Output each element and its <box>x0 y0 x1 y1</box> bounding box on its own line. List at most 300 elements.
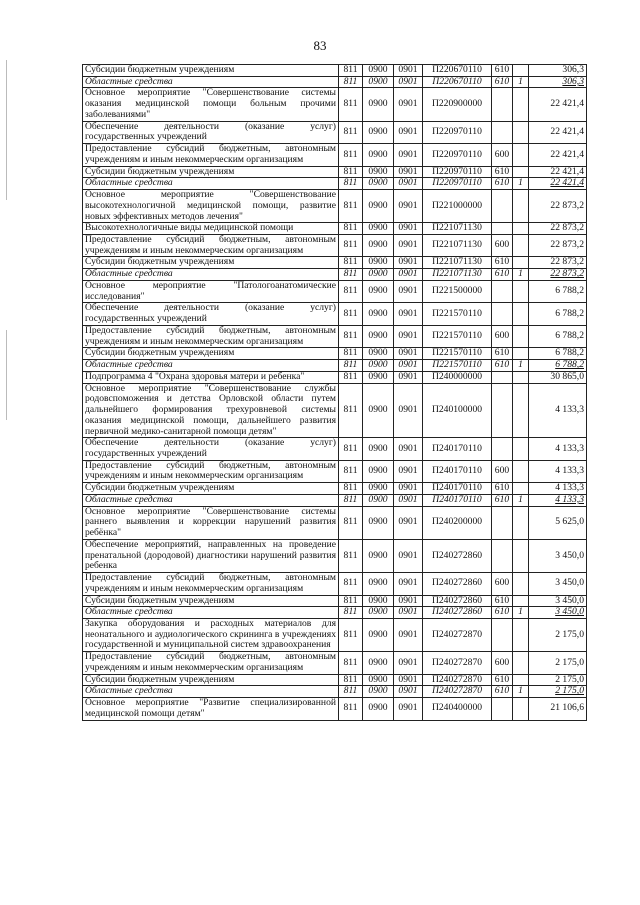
target-article-code: П240272860 <box>423 607 492 619</box>
row-name: Предоставление субсидий бюджетным, автономным учреждениям и иным некоммерческим организациям <box>83 573 339 595</box>
expense-type-code: 610 <box>492 76 513 88</box>
page-number: 83 <box>313 38 327 53</box>
target-article-code: П240170110 <box>423 483 492 495</box>
amount: 6 788,2 <box>529 303 587 325</box>
amount: 22 421,4 <box>529 144 587 166</box>
ministry-code: 811 <box>339 325 363 347</box>
expense-type-code: 610 <box>492 494 513 506</box>
table-row <box>83 618 587 651</box>
row-name: Субсидии бюджетным учреждениям <box>83 65 339 77</box>
target-article-code: П240272870 <box>423 686 492 698</box>
target-article-code: П240170110 <box>423 460 492 482</box>
row-name: Основное мероприятие "Совершенствование высокотехнологичной медицинской помощи, развитие новых эффективных методов лечения" <box>83 190 339 223</box>
target-article-code: П221000000 <box>423 190 492 223</box>
subsection-code: 0901 <box>394 65 423 77</box>
table-row <box>83 539 587 572</box>
amount: 3 450,0 <box>529 573 587 595</box>
expense-type-code <box>492 121 513 143</box>
expense-type-code <box>492 698 513 720</box>
table-row <box>83 360 587 372</box>
table-row <box>83 166 587 178</box>
amount: 22 421,4 <box>529 121 587 143</box>
expense-type-code: 610 <box>492 166 513 178</box>
funding-source-code <box>513 483 529 495</box>
row-name: Областные средства <box>83 607 339 619</box>
expense-type-code <box>492 190 513 223</box>
subsection-code: 0901 <box>394 483 423 495</box>
subsection-code: 0901 <box>394 686 423 698</box>
ministry-code: 811 <box>339 698 363 720</box>
subsection-code: 0901 <box>394 595 423 607</box>
ministry-code: 811 <box>339 607 363 619</box>
funding-source-code <box>513 674 529 686</box>
amount: 4 133,3 <box>529 438 587 460</box>
ministry-code: 811 <box>339 494 363 506</box>
table-row <box>83 698 587 720</box>
amount: 22 873,2 <box>529 269 587 281</box>
subsection-code: 0901 <box>394 223 423 235</box>
row-name: Областные средства <box>83 178 339 190</box>
target-article-code: П240100000 <box>423 383 492 438</box>
expense-type-code <box>492 506 513 539</box>
section-code: 0900 <box>363 371 394 383</box>
section-code: 0900 <box>363 483 394 495</box>
ministry-code: 811 <box>339 235 363 257</box>
expense-type-code <box>492 539 513 572</box>
funding-source-code <box>513 460 529 482</box>
target-article-code: П221570110 <box>423 303 492 325</box>
table-row <box>83 607 587 619</box>
row-name: Предоставление субсидий бюджетным, автономным учреждениям и иным некоммерческим организациям <box>83 460 339 482</box>
funding-source-code <box>513 698 529 720</box>
row-name: Основное мероприятие "Совершенствование системы оказания медицинской помощи больным прочими заболеваниями" <box>83 88 339 121</box>
target-article-code: П221570110 <box>423 325 492 347</box>
target-article-code: П220900000 <box>423 88 492 121</box>
subsection-code: 0901 <box>394 166 423 178</box>
section-code: 0900 <box>363 652 394 674</box>
funding-source-code <box>513 65 529 77</box>
amount: 22 421,4 <box>529 178 587 190</box>
table-row <box>83 190 587 223</box>
subsection-code: 0901 <box>394 383 423 438</box>
ministry-code: 811 <box>339 506 363 539</box>
ministry-code: 811 <box>339 76 363 88</box>
target-article-code: П220670110 <box>423 65 492 77</box>
subsection-code: 0901 <box>394 190 423 223</box>
table-row <box>83 371 587 383</box>
target-article-code: П240400000 <box>423 698 492 720</box>
expense-type-code: 600 <box>492 460 513 482</box>
expense-type-code: 610 <box>492 607 513 619</box>
funding-source-code <box>513 88 529 121</box>
expense-type-code: 610 <box>492 269 513 281</box>
expense-type-code <box>492 618 513 651</box>
target-article-code: П220970110 <box>423 144 492 166</box>
amount: 2 175,0 <box>529 618 587 651</box>
table-row <box>83 674 587 686</box>
funding-source-code: 1 <box>513 76 529 88</box>
expense-type-code: 600 <box>492 573 513 595</box>
subsection-code: 0901 <box>394 280 423 302</box>
ministry-code: 811 <box>339 166 363 178</box>
amount: 6 788,2 <box>529 348 587 360</box>
row-name: Обеспечение мероприятий, направленных на проведение пренатальной (дородовой) диагностики нарушений развития ребенка <box>83 539 339 572</box>
scan-edge-mark <box>6 330 7 420</box>
ministry-code: 811 <box>339 348 363 360</box>
ministry-code: 811 <box>339 460 363 482</box>
section-code: 0900 <box>363 166 394 178</box>
expense-type-code <box>492 88 513 121</box>
row-name: Областные средства <box>83 494 339 506</box>
section-code: 0900 <box>363 348 394 360</box>
subsection-code: 0901 <box>394 460 423 482</box>
amount: 2 175,0 <box>529 686 587 698</box>
table-row <box>83 269 587 281</box>
section-code: 0900 <box>363 223 394 235</box>
expense-type-code: 610 <box>492 257 513 269</box>
expense-type-code: 600 <box>492 325 513 347</box>
ministry-code: 811 <box>339 573 363 595</box>
amount: 22 873,2 <box>529 235 587 257</box>
target-article-code: П240170110 <box>423 438 492 460</box>
ministry-code: 811 <box>339 257 363 269</box>
subsection-code: 0901 <box>394 539 423 572</box>
ministry-code: 811 <box>339 144 363 166</box>
expense-type-code <box>492 303 513 325</box>
section-code: 0900 <box>363 303 394 325</box>
row-name: Обеспечение деятельности (оказание услуг) государственных учреждений <box>83 303 339 325</box>
row-name: Подпрограмма 4 "Охрана здоровья матери и ребенка" <box>83 371 339 383</box>
table-row <box>83 383 587 438</box>
table-row <box>83 325 587 347</box>
subsection-code: 0901 <box>394 88 423 121</box>
subsection-code: 0901 <box>394 618 423 651</box>
table-row <box>83 652 587 674</box>
row-name: Обеспечение деятельности (оказание услуг) государственных учреждений <box>83 121 339 143</box>
section-code: 0900 <box>363 144 394 166</box>
table-row <box>83 223 587 235</box>
target-article-code: П240272870 <box>423 618 492 651</box>
section-code: 0900 <box>363 88 394 121</box>
funding-source-code <box>513 144 529 166</box>
section-code: 0900 <box>363 686 394 698</box>
amount: 4 133,3 <box>529 494 587 506</box>
amount: 22 421,4 <box>529 88 587 121</box>
target-article-code: П240272860 <box>423 573 492 595</box>
ministry-code: 811 <box>339 652 363 674</box>
ministry-code: 811 <box>339 88 363 121</box>
ministry-code: 811 <box>339 121 363 143</box>
target-article-code: П240272860 <box>423 595 492 607</box>
section-code: 0900 <box>363 178 394 190</box>
amount: 6 788,2 <box>529 280 587 302</box>
budget-table-body <box>83 65 587 721</box>
amount: 4 133,3 <box>529 460 587 482</box>
expense-type-code <box>492 280 513 302</box>
section-code: 0900 <box>363 269 394 281</box>
table-row <box>83 178 587 190</box>
target-article-code: П220970110 <box>423 121 492 143</box>
row-name: Субсидии бюджетным учреждениям <box>83 595 339 607</box>
table-row <box>83 303 587 325</box>
row-name: Основное мероприятие "Совершенствование системы раннего выявления и коррекции нарушений развития ребёнка" <box>83 506 339 539</box>
ministry-code: 811 <box>339 190 363 223</box>
funding-source-code: 1 <box>513 686 529 698</box>
funding-source-code <box>513 166 529 178</box>
table-row <box>83 573 587 595</box>
subsection-code: 0901 <box>394 76 423 88</box>
target-article-code: П240272870 <box>423 652 492 674</box>
amount: 6 788,2 <box>529 360 587 372</box>
table-row <box>83 483 587 495</box>
table-row <box>83 506 587 539</box>
funding-source-code <box>513 325 529 347</box>
subsection-code: 0901 <box>394 144 423 166</box>
table-row <box>83 686 587 698</box>
table-row <box>83 257 587 269</box>
subsection-code: 0901 <box>394 698 423 720</box>
ministry-code: 811 <box>339 360 363 372</box>
ministry-code: 811 <box>339 595 363 607</box>
section-code: 0900 <box>363 438 394 460</box>
ministry-code: 811 <box>339 539 363 572</box>
section-code: 0900 <box>363 595 394 607</box>
target-article-code: П221071130 <box>423 223 492 235</box>
ministry-code: 811 <box>339 303 363 325</box>
ministry-code: 811 <box>339 618 363 651</box>
expense-type-code: 600 <box>492 652 513 674</box>
target-article-code: П240000000 <box>423 371 492 383</box>
subsection-code: 0901 <box>394 360 423 372</box>
row-name: Предоставление субсидий бюджетным, автономным учреждениям и иным некоммерческим организациям <box>83 325 339 347</box>
section-code: 0900 <box>363 383 394 438</box>
row-name: Обеспечение деятельности (оказание услуг) государственных учреждений <box>83 438 339 460</box>
funding-source-code <box>513 595 529 607</box>
section-code: 0900 <box>363 76 394 88</box>
section-code: 0900 <box>363 190 394 223</box>
subsection-code: 0901 <box>394 303 423 325</box>
target-article-code: П220970110 <box>423 166 492 178</box>
table-row <box>83 144 587 166</box>
expense-type-code: 610 <box>492 686 513 698</box>
section-code: 0900 <box>363 607 394 619</box>
table-row <box>83 235 587 257</box>
ministry-code: 811 <box>339 438 363 460</box>
amount: 3 450,0 <box>529 607 587 619</box>
expense-type-code: 610 <box>492 360 513 372</box>
table-row <box>83 121 587 143</box>
row-name: Областные средства <box>83 686 339 698</box>
budget-table <box>82 64 587 721</box>
subsection-code: 0901 <box>394 348 423 360</box>
funding-source-code <box>513 438 529 460</box>
amount: 30 865,0 <box>529 371 587 383</box>
section-code: 0900 <box>363 494 394 506</box>
amount: 22 873,2 <box>529 223 587 235</box>
funding-source-code <box>513 303 529 325</box>
funding-source-code: 1 <box>513 607 529 619</box>
expense-type-code <box>492 371 513 383</box>
subsection-code: 0901 <box>394 607 423 619</box>
funding-source-code <box>513 348 529 360</box>
subsection-code: 0901 <box>394 494 423 506</box>
target-article-code: П240200000 <box>423 506 492 539</box>
ministry-code: 811 <box>339 674 363 686</box>
amount: 4 133,3 <box>529 383 587 438</box>
funding-source-code <box>513 280 529 302</box>
table-row <box>83 438 587 460</box>
funding-source-code <box>513 506 529 539</box>
expense-type-code: 610 <box>492 348 513 360</box>
row-name: Областные средства <box>83 360 339 372</box>
amount: 22 873,2 <box>529 190 587 223</box>
ministry-code: 811 <box>339 686 363 698</box>
amount: 2 175,0 <box>529 674 587 686</box>
section-code: 0900 <box>363 280 394 302</box>
funding-source-code <box>513 235 529 257</box>
funding-source-code <box>513 652 529 674</box>
row-name: Областные средства <box>83 76 339 88</box>
funding-source-code: 1 <box>513 269 529 281</box>
funding-source-code: 1 <box>513 494 529 506</box>
table-row <box>83 460 587 482</box>
row-name: Предоставление субсидий бюджетным, автономным учреждениям и иным некоммерческим организациям <box>83 235 339 257</box>
section-code: 0900 <box>363 698 394 720</box>
expense-type-code <box>492 438 513 460</box>
table-row <box>83 595 587 607</box>
section-code: 0900 <box>363 460 394 482</box>
target-article-code: П220970110 <box>423 178 492 190</box>
funding-source-code: 1 <box>513 360 529 372</box>
funding-source-code <box>513 257 529 269</box>
target-article-code: П240170110 <box>423 494 492 506</box>
row-name: Основное мероприятие "Патологоанатомические исследования" <box>83 280 339 302</box>
target-article-code: П221500000 <box>423 280 492 302</box>
target-article-code: П221071130 <box>423 269 492 281</box>
amount: 4 133,3 <box>529 483 587 495</box>
row-name: Субсидии бюджетным учреждениям <box>83 257 339 269</box>
section-code: 0900 <box>363 618 394 651</box>
table-row <box>83 348 587 360</box>
subsection-code: 0901 <box>394 438 423 460</box>
expense-type-code: 610 <box>492 483 513 495</box>
funding-source-code <box>513 190 529 223</box>
expense-type-code <box>492 223 513 235</box>
row-name: Основное мероприятие "Развитие специализированной медицинской помощи детям" <box>83 698 339 720</box>
amount: 306,3 <box>529 76 587 88</box>
ministry-code: 811 <box>339 483 363 495</box>
ministry-code: 811 <box>339 371 363 383</box>
table-row <box>83 88 587 121</box>
table-row <box>83 494 587 506</box>
subsection-code: 0901 <box>394 573 423 595</box>
funding-source-code <box>513 371 529 383</box>
subsection-code: 0901 <box>394 371 423 383</box>
funding-source-code <box>513 383 529 438</box>
subsection-code: 0901 <box>394 325 423 347</box>
target-article-code: П221570110 <box>423 348 492 360</box>
subsection-code: 0901 <box>394 235 423 257</box>
ministry-code: 811 <box>339 223 363 235</box>
target-article-code: П240272870 <box>423 674 492 686</box>
funding-source-code <box>513 121 529 143</box>
subsection-code: 0901 <box>394 674 423 686</box>
ministry-code: 811 <box>339 383 363 438</box>
subsection-code: 0901 <box>394 121 423 143</box>
ministry-code: 811 <box>339 280 363 302</box>
ministry-code: 811 <box>339 65 363 77</box>
target-article-code: П221570110 <box>423 360 492 372</box>
amount: 306,3 <box>529 65 587 77</box>
funding-source-code <box>513 223 529 235</box>
subsection-code: 0901 <box>394 269 423 281</box>
subsection-code: 0901 <box>394 506 423 539</box>
expense-type-code: 610 <box>492 178 513 190</box>
ministry-code: 811 <box>339 269 363 281</box>
subsection-code: 0901 <box>394 652 423 674</box>
amount: 3 450,0 <box>529 595 587 607</box>
target-article-code: П221071130 <box>423 257 492 269</box>
row-name: Субсидии бюджетным учреждениям <box>83 483 339 495</box>
expense-type-code: 610 <box>492 674 513 686</box>
subsection-code: 0901 <box>394 178 423 190</box>
table-row <box>83 76 587 88</box>
row-name: Субсидии бюджетным учреждениям <box>83 348 339 360</box>
row-name: Субсидии бюджетным учреждениям <box>83 166 339 178</box>
funding-source-code: 1 <box>513 178 529 190</box>
funding-source-code <box>513 618 529 651</box>
ministry-code: 811 <box>339 178 363 190</box>
row-name: Предоставление субсидий бюджетным, автономным учреждениям и иным некоммерческим организациям <box>83 652 339 674</box>
funding-source-code <box>513 539 529 572</box>
row-name: Высокотехнологичные виды медицинской помощи <box>83 223 339 235</box>
scan-edge-mark <box>6 60 7 200</box>
row-name: Закупка оборудования и расходных материалов для неонатального и аудиологического скрининга в учреждениях государственной и муниципальной систем здравоохранения <box>83 618 339 651</box>
amount: 6 788,2 <box>529 325 587 347</box>
amount: 3 450,0 <box>529 539 587 572</box>
section-code: 0900 <box>363 506 394 539</box>
subsection-code: 0901 <box>394 257 423 269</box>
expense-type-code: 610 <box>492 65 513 77</box>
section-code: 0900 <box>363 360 394 372</box>
section-code: 0900 <box>363 235 394 257</box>
table-row <box>83 280 587 302</box>
row-name: Областные средства <box>83 269 339 281</box>
amount: 21 106,6 <box>529 698 587 720</box>
target-article-code: П220670110 <box>423 76 492 88</box>
row-name: Предоставление субсидий бюджетным, автономным учреждениям и иным некоммерческим организациям <box>83 144 339 166</box>
table-row <box>83 65 587 77</box>
target-article-code: П240272860 <box>423 539 492 572</box>
section-code: 0900 <box>363 65 394 77</box>
section-code: 0900 <box>363 539 394 572</box>
amount: 22 873,2 <box>529 257 587 269</box>
amount: 5 625,0 <box>529 506 587 539</box>
amount: 22 421,4 <box>529 166 587 178</box>
section-code: 0900 <box>363 257 394 269</box>
section-code: 0900 <box>363 325 394 347</box>
funding-source-code <box>513 573 529 595</box>
target-article-code: П221071130 <box>423 235 492 257</box>
section-code: 0900 <box>363 674 394 686</box>
expense-type-code: 600 <box>492 144 513 166</box>
expense-type-code: 600 <box>492 235 513 257</box>
expense-type-code: 610 <box>492 595 513 607</box>
amount: 2 175,0 <box>529 652 587 674</box>
expense-type-code <box>492 383 513 438</box>
section-code: 0900 <box>363 121 394 143</box>
row-name: Основное мероприятие "Совершенствование службы родовспоможения и детства Орловской области путем дальнейшего формирования трехуровневой системы оказания медицинской помощи, дальнейшего развития первичной медико-санитарной помощи детям" <box>83 383 339 438</box>
